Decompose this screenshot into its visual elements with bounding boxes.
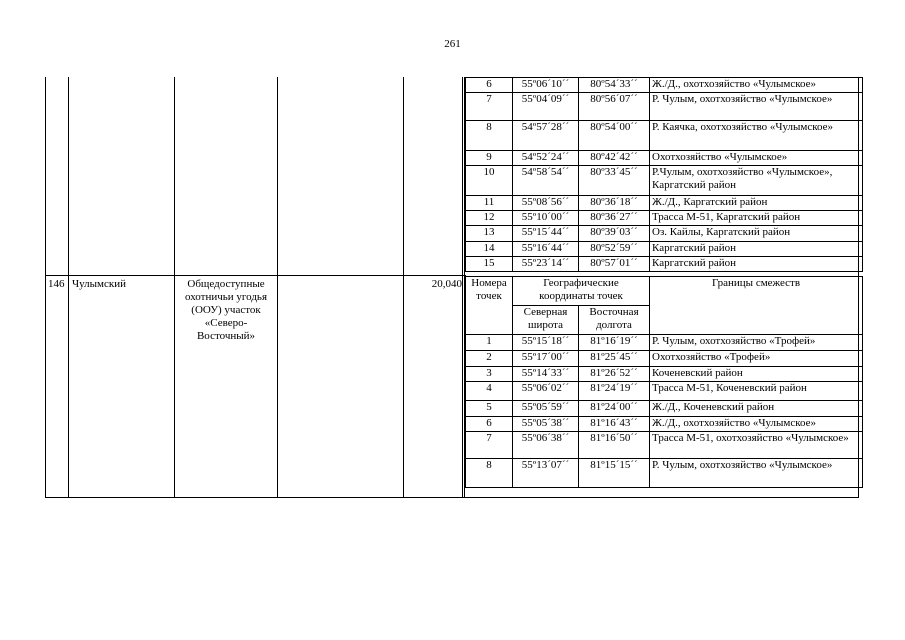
- point-number: 10: [466, 166, 513, 196]
- border-description: Р. Чулым, охотхозяйство «Чулымское»: [650, 459, 863, 488]
- entry-area: 20,040: [431, 278, 462, 290]
- table-row: [466, 121, 863, 151]
- table-row: [466, 417, 863, 432]
- border-description: Трасса М-51, охотхозяйство «Чулымское»: [650, 432, 863, 459]
- point-number: 15: [466, 257, 513, 272]
- border-description: Ж./Д., охотхозяйство «Чулымское»: [650, 78, 863, 93]
- longitude: 81º16´43´´: [579, 417, 650, 432]
- table-row: [466, 335, 863, 351]
- col-divider: [174, 77, 175, 497]
- border-description: Трасса М-51, Каргатский район: [650, 211, 863, 226]
- point-number: 4: [466, 382, 513, 401]
- longitude: 80º36´27´´: [579, 211, 650, 226]
- latitude: 55º13´07´´: [513, 459, 579, 488]
- latitude: 55º15´44´´: [513, 226, 579, 242]
- longitude: 80º33´45´´: [579, 166, 650, 196]
- table-row: [466, 351, 863, 367]
- page-number: 261: [444, 38, 461, 50]
- point-number: 8: [466, 121, 513, 151]
- point-number: 6: [466, 417, 513, 432]
- point-number: 7: [466, 93, 513, 121]
- point-number: 13: [466, 226, 513, 242]
- latitude: 55º06´38´´: [513, 432, 579, 459]
- coordinates-table-2: [465, 276, 863, 488]
- point-number: 9: [466, 151, 513, 166]
- border-description: Ж./Д., Коченевский район: [650, 401, 863, 417]
- table-row: [466, 257, 863, 272]
- latitude: 55º14´33´´: [513, 367, 579, 382]
- longitude: 80º56´07´´: [579, 93, 650, 121]
- point-number: 7: [466, 432, 513, 459]
- point-number: 6: [466, 78, 513, 93]
- border-description: Охотхозяйство «Чулымское»: [650, 151, 863, 166]
- longitude: 80º39´03´´: [579, 226, 650, 242]
- longitude: 81º24´00´´: [579, 401, 650, 417]
- border-description: Ж./Д., Каргатский район: [650, 196, 863, 211]
- longitude: 81º25´45´´: [579, 351, 650, 367]
- border-description: Р.Чулым, охотхозяйство «Чулымское», Каргатский район: [650, 166, 863, 196]
- point-number: 5: [466, 401, 513, 417]
- latitude: 54º57´28´´: [513, 121, 579, 151]
- latitude: 54º58´54´´: [513, 166, 579, 196]
- longitude: 80º52´59´´: [579, 242, 650, 257]
- col-divider: [68, 77, 69, 497]
- table-row: [466, 432, 863, 459]
- header-lon: Восточная долгота: [579, 306, 650, 335]
- point-number: 11: [466, 196, 513, 211]
- longitude: 80º36´18´´: [579, 196, 650, 211]
- border-description: Охотхозяйство «Трофей»: [650, 351, 863, 367]
- border-description: Коченевский район: [650, 367, 863, 382]
- point-number: 12: [466, 211, 513, 226]
- longitude: 81º15´15´´: [579, 459, 650, 488]
- entry-number: 146: [48, 278, 65, 290]
- latitude: 55º16´44´´: [513, 242, 579, 257]
- table-row: [466, 151, 863, 166]
- border-description: Каргатский район: [650, 242, 863, 257]
- coordinates-table-1: [465, 77, 863, 272]
- table-row: [466, 242, 863, 257]
- longitude: 80º54´33´´: [579, 78, 650, 93]
- entry-district: Чулымский: [72, 278, 127, 290]
- latitude: 55º15´18´´: [513, 335, 579, 351]
- longitude: 81º26´52´´: [579, 367, 650, 382]
- border-description: Ж./Д., охотхозяйство «Чулымское»: [650, 417, 863, 432]
- point-number: 1: [466, 335, 513, 351]
- border-description: Р. Чулым, охотхозяйство «Чулымское»: [650, 93, 863, 121]
- longitude: 81º16´19´´: [579, 335, 650, 351]
- longitude: 80º57´01´´: [579, 257, 650, 272]
- latitude: 55º08´56´´: [513, 196, 579, 211]
- border-description: Р. Каячка, охотхозяйство «Чулымское»: [650, 121, 863, 151]
- header-borders: Границы смежеств: [650, 277, 863, 335]
- table-row: [466, 226, 863, 242]
- col-divider: [403, 77, 404, 497]
- table-row: [466, 93, 863, 121]
- latitude: 55º06´10´´: [513, 78, 579, 93]
- header-lat: Северная широта: [513, 306, 579, 335]
- table-row: [466, 78, 863, 93]
- latitude: 55º06´02´´: [513, 382, 579, 401]
- col-divider: [277, 77, 278, 497]
- latitude: 54º52´24´´: [513, 151, 579, 166]
- table-row: [466, 166, 863, 196]
- border-description: Трасса М-51, Коченевский район: [650, 382, 863, 401]
- table-row: [466, 382, 863, 401]
- longitude: 81º24´19´´: [579, 382, 650, 401]
- table-row: [466, 401, 863, 417]
- latitude: 55º17´00´´: [513, 351, 579, 367]
- double-rule: [462, 77, 463, 497]
- header-coords: Географические координаты точек: [513, 277, 650, 306]
- row-divider: [46, 275, 466, 276]
- latitude: 55º10´00´´: [513, 211, 579, 226]
- point-number: 2: [466, 351, 513, 367]
- border-description: Р. Чулым, охотхозяйство «Трофей»: [650, 335, 863, 351]
- border-description: Оз. Кайлы, Каргатский район: [650, 226, 863, 242]
- latitude: 55º05´38´´: [513, 417, 579, 432]
- table-row: [466, 211, 863, 226]
- latitude: 55º04´09´´: [513, 93, 579, 121]
- border-description: Каргатский район: [650, 257, 863, 272]
- table-row: [466, 367, 863, 382]
- table-row: [466, 459, 863, 488]
- longitude: 80º42´42´´: [579, 151, 650, 166]
- latitude: 55º05´59´´: [513, 401, 579, 417]
- point-number: 8: [466, 459, 513, 488]
- point-number: 3: [466, 367, 513, 382]
- header-points: Номера точек: [466, 277, 513, 335]
- latitude: 55º23´14´´: [513, 257, 579, 272]
- longitude: 81º16´50´´: [579, 432, 650, 459]
- table-row: [466, 196, 863, 211]
- longitude: 80º54´00´´: [579, 121, 650, 151]
- point-number: 14: [466, 242, 513, 257]
- entry-name: Общедоступные охотничьи угодья (ООУ) участок «Северо-Восточный»: [184, 278, 268, 342]
